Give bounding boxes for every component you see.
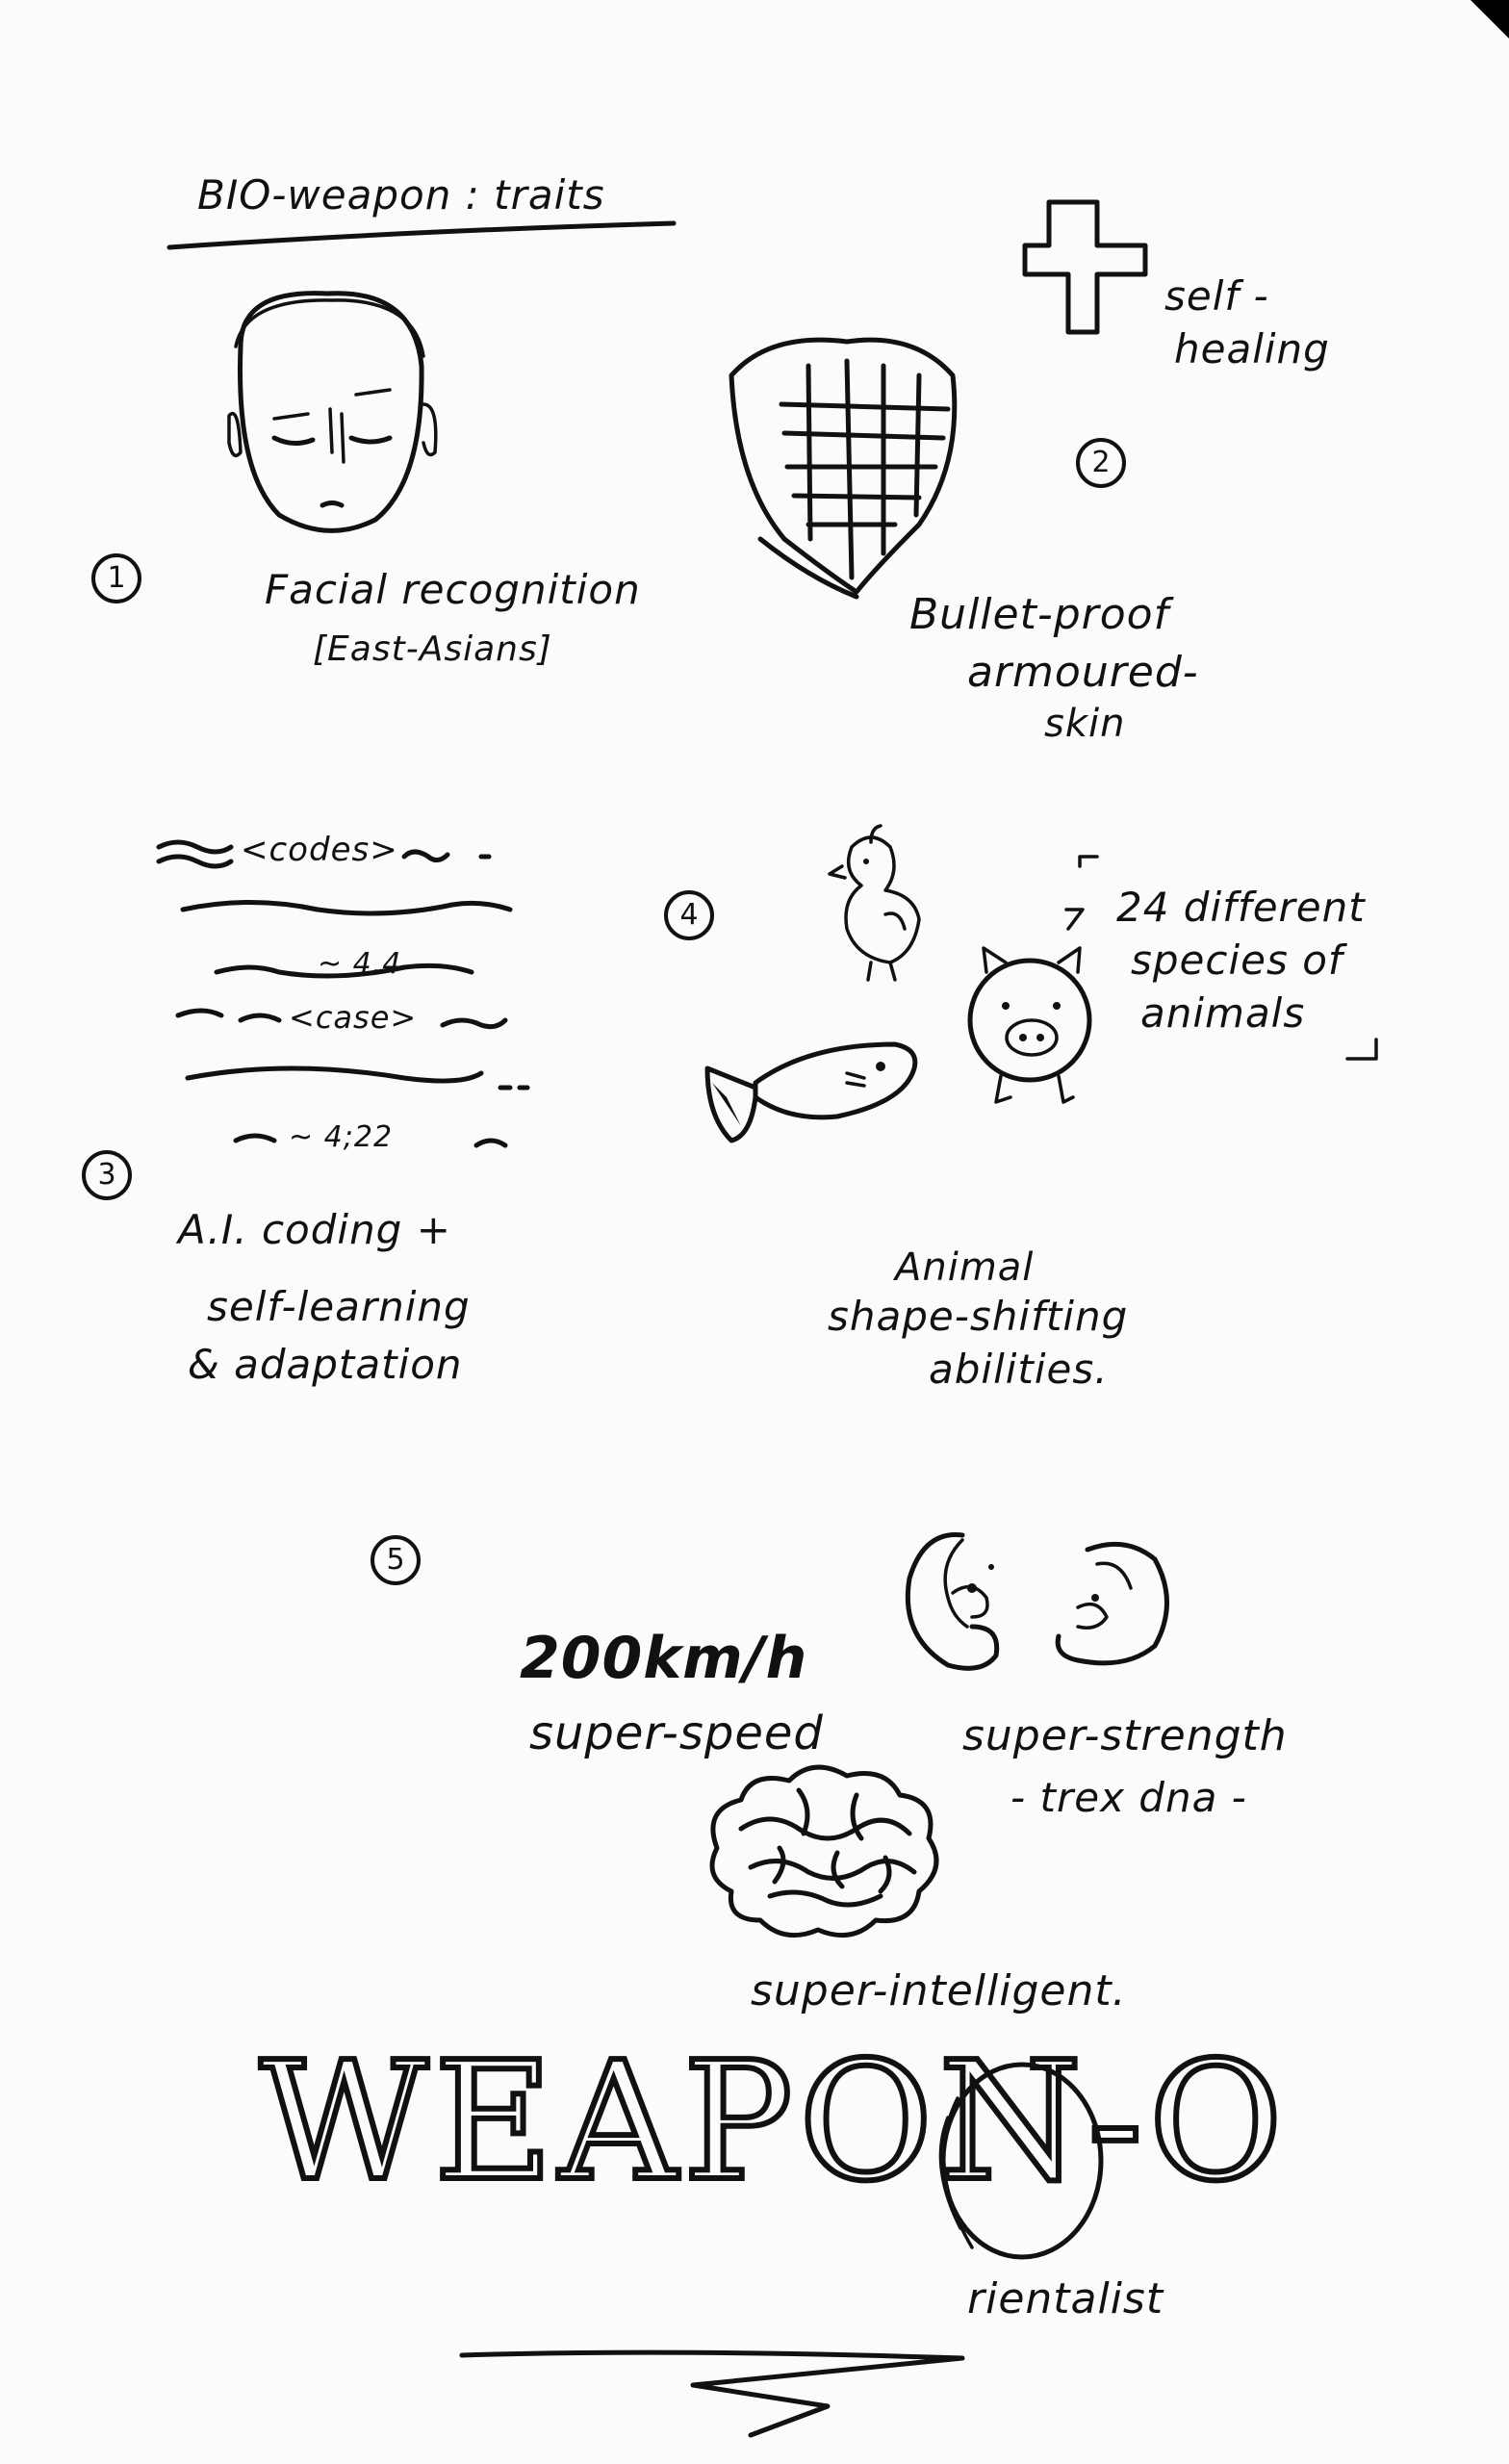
trait-number-3: 3 <box>82 1150 132 1200</box>
species-note-line-1: 24 different <box>1116 884 1366 931</box>
weapon-name: WEAPON-O <box>260 2027 1289 2218</box>
code-line-3: <case> <box>289 999 418 1036</box>
bottom-zigzag <box>462 2352 962 2435</box>
trait-number-1: 1 <box>91 553 141 603</box>
fish-icon <box>707 1044 915 1141</box>
self-healing-line-1: self - <box>1164 272 1269 320</box>
weapon-subtitle: rientalist <box>967 2274 1164 2323</box>
strength-line-1: super-strength <box>962 1711 1288 1760</box>
trait-3-caption-line-1: A.I. coding + <box>178 1206 451 1253</box>
chick-icon <box>830 826 919 980</box>
trait-number-5: 5 <box>371 1535 421 1585</box>
trait-4-caption-line-2: shape-shifting <box>828 1293 1129 1340</box>
trait-1-caption-line-2: [East-Asians] <box>313 629 552 669</box>
trait-1-caption-line-1: Facial recognition <box>265 566 641 613</box>
code-line-2: ~ 4.4 <box>318 947 402 981</box>
face-icon <box>229 294 436 531</box>
trait-4-caption-line-1: Animal <box>895 1245 1035 1290</box>
species-note-line-2: species of <box>1131 937 1343 984</box>
trait-number-4: 4 <box>664 890 714 940</box>
trex-icon <box>908 1535 1166 1669</box>
trait-3-caption-line-2: self-learning <box>207 1283 471 1330</box>
plus-icon <box>1025 202 1145 332</box>
page-title: BIO-weapon : traits <box>197 171 605 218</box>
trait-2-caption-line-3: skin <box>1044 702 1126 746</box>
trait-4-caption-line-3: abilities. <box>929 1346 1109 1393</box>
title-underline <box>169 223 674 247</box>
shield-icon <box>731 340 955 597</box>
speed-value: 200km/h <box>520 1625 808 1692</box>
brain-icon <box>712 1767 936 1936</box>
code-line-4: ~ 4;22 <box>289 1120 394 1154</box>
trait-3-caption-line-3: & adaptation <box>188 1341 463 1388</box>
code-scribbles <box>159 842 527 1145</box>
trait-number-2: 2 <box>1076 438 1126 488</box>
trait-2-caption-line-1: Bullet-proof <box>909 590 1170 639</box>
code-line-1: <codes> <box>241 831 398 869</box>
self-healing-line-2: healing <box>1174 325 1330 372</box>
trait-2-caption-line-2: armoured- <box>967 648 1199 697</box>
speed-label: super-speed <box>529 1707 824 1760</box>
species-note-line-3: animals <box>1140 989 1306 1037</box>
intelligence-label: super-intelligent. <box>751 1966 1127 2015</box>
strength-line-2: - trex dna - <box>1010 1774 1247 1821</box>
